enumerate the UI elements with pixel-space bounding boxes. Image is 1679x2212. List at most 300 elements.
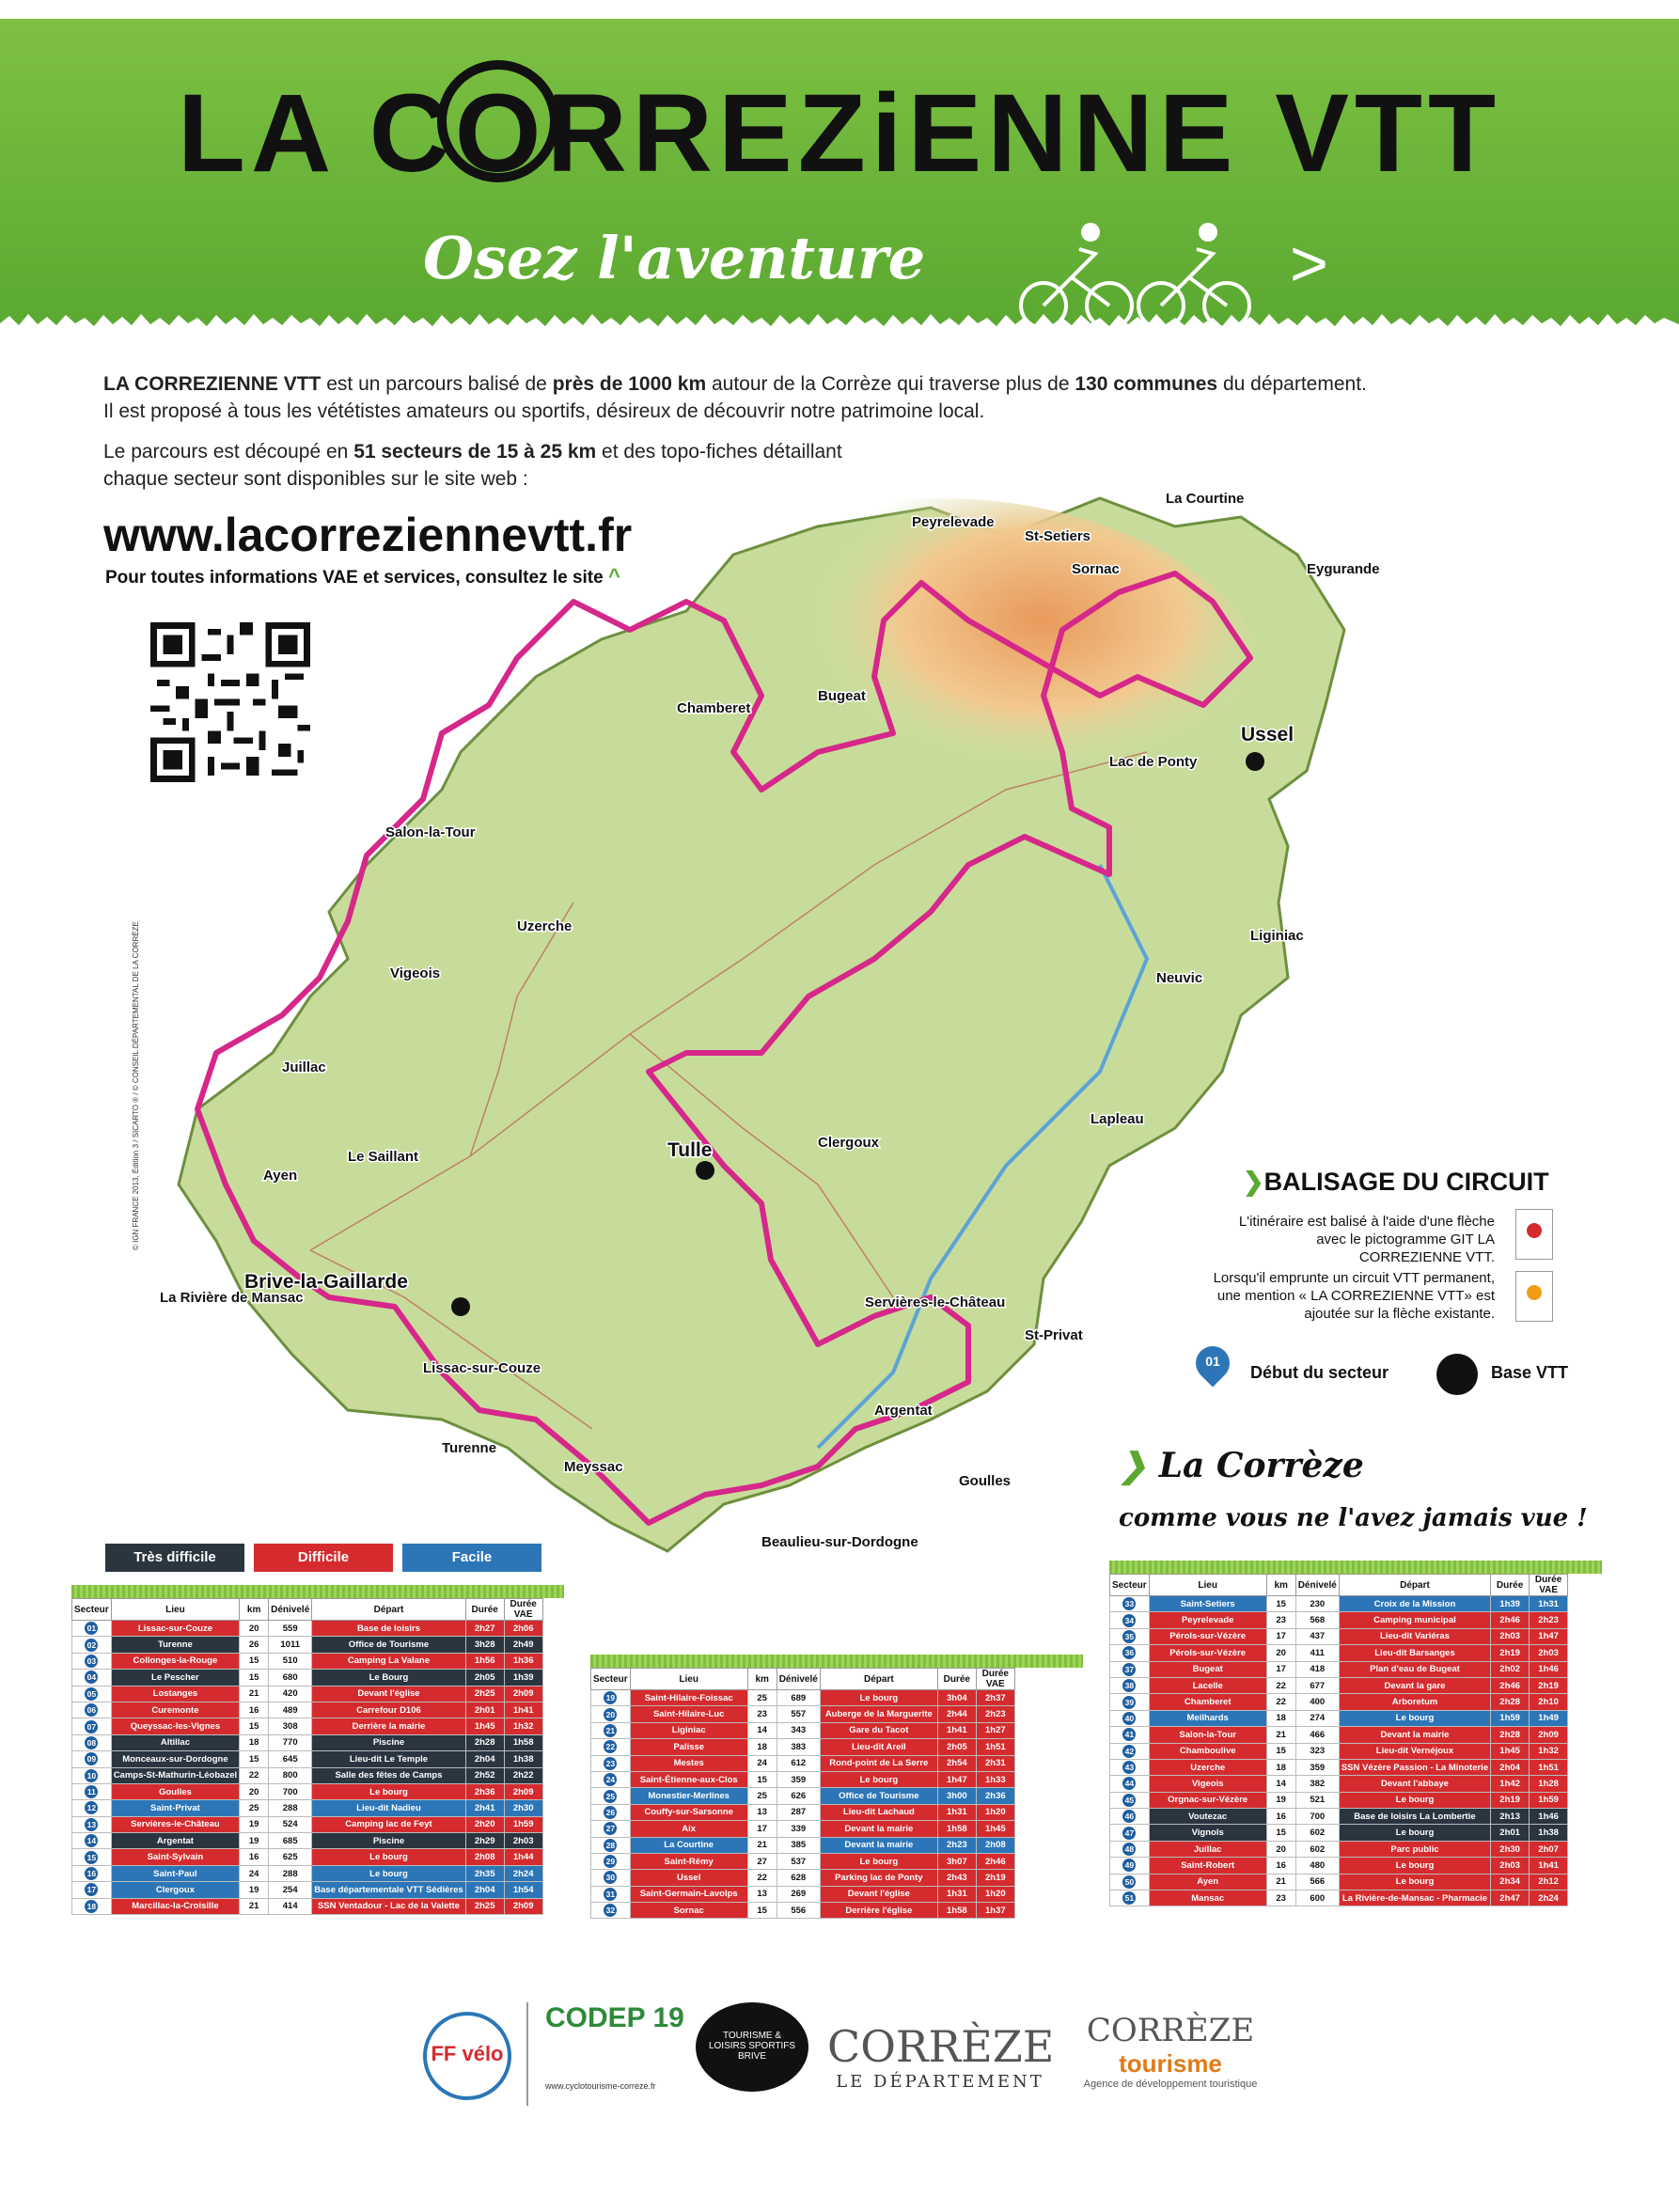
table-cell — [1110, 1661, 1150, 1677]
table-cell: 22 — [1266, 1694, 1295, 1710]
page-title: LA CORREZiENNE VTT — [177, 71, 1502, 196]
table-row[interactable] — [1110, 1841, 1568, 1857]
table-cell — [72, 1734, 112, 1750]
table-cell: 2h09 — [504, 1898, 542, 1914]
table-cell: 537 — [777, 1853, 820, 1869]
table-cell: Derrière l'église — [820, 1903, 937, 1919]
table-cell: 1h38 — [504, 1751, 542, 1767]
table-cell: La Courtine — [630, 1837, 747, 1853]
table-cell — [1110, 1710, 1150, 1726]
table-row[interactable] — [591, 1788, 1015, 1804]
table-row[interactable] — [1110, 1677, 1568, 1693]
tagline: Osez l'aventure — [423, 224, 926, 292]
table-cell: Le bourg — [1339, 1710, 1490, 1726]
table-cell: 22 — [240, 1767, 269, 1783]
table-cell: Lieu-dit Areil — [820, 1739, 937, 1755]
sector-table-3 — [1109, 1574, 1568, 1906]
table-row[interactable] — [1110, 1628, 1568, 1644]
sector-number: 17 — [85, 1883, 98, 1896]
table-header-km: km — [240, 1599, 269, 1621]
sector-number: 34 — [1122, 1614, 1136, 1627]
table-cell: 18 — [747, 1739, 777, 1755]
next-arrow: > — [1290, 227, 1328, 300]
table-row[interactable] — [72, 1833, 543, 1849]
table-cell: 437 — [1295, 1628, 1339, 1644]
table-cell: 1h47 — [1530, 1628, 1568, 1644]
table-cell — [72, 1718, 112, 1734]
sector-number: 42 — [1122, 1745, 1136, 1758]
table-cell: 600 — [1295, 1890, 1339, 1906]
table-cell: Lostanges — [111, 1686, 239, 1702]
table-row[interactable] — [1110, 1792, 1568, 1808]
table-cell: Peyrelevade — [1149, 1612, 1266, 1628]
difficulty-very-hard: Très difficile — [105, 1544, 244, 1572]
table-cell: Piscine — [312, 1734, 465, 1750]
table-cell: 3h00 — [937, 1788, 976, 1804]
sector-number: 09 — [85, 1752, 98, 1765]
table-row[interactable] — [72, 1783, 543, 1799]
sector-number: 16 — [85, 1867, 98, 1880]
table-cell: Ussel — [630, 1870, 747, 1886]
correze-map[interactable] — [160, 470, 1514, 1598]
table-cell: 2h30 — [504, 1800, 542, 1816]
correze-departement-logo: CORRÈZE LE DÉPARTEMENT — [827, 2021, 1055, 2092]
table-row[interactable] — [1110, 1858, 1568, 1874]
sector-table — [1109, 1574, 1568, 1906]
table-cell — [72, 1898, 112, 1914]
table-cell: 15 — [747, 1903, 777, 1919]
sector-number: 25 — [604, 1790, 617, 1803]
table-cell — [72, 1849, 112, 1865]
town-label: Brive-la-Gaillarde — [244, 1271, 408, 1293]
table-cell: Le bourg — [1339, 1825, 1490, 1841]
table-cell: Office de Tourisme — [820, 1788, 937, 1804]
table-cell: 625 — [269, 1849, 312, 1865]
table-cell: 400 — [1295, 1694, 1339, 1710]
table-row[interactable] — [1110, 1612, 1568, 1628]
table-cell: 1h38 — [1530, 1825, 1568, 1841]
table-cell: 1h56 — [465, 1653, 504, 1669]
table-cell: 1h51 — [976, 1739, 1014, 1755]
table-cell — [591, 1837, 631, 1853]
table-cell: Monceaux-sur-Dordogne — [111, 1751, 239, 1767]
table-cell: 1h41 — [937, 1722, 976, 1738]
table-cell: 14 — [747, 1722, 777, 1738]
table-row[interactable] — [591, 1853, 1015, 1869]
table-cell: 383 — [777, 1739, 820, 1755]
table-row[interactable] — [591, 1886, 1015, 1902]
table-cell: 521 — [1295, 1792, 1339, 1808]
table-row[interactable] — [591, 1804, 1015, 1820]
table-cell: Servières-le-Château — [111, 1816, 239, 1832]
town-label: Peyrelevade — [912, 514, 995, 530]
table-row[interactable] — [72, 1849, 543, 1865]
table-cell: 2h52 — [465, 1767, 504, 1783]
table-cell: 13 — [747, 1886, 777, 1902]
town-label: Le Saillant — [348, 1149, 419, 1165]
table-cell — [72, 1767, 112, 1783]
table-row[interactable] — [72, 1637, 543, 1653]
table-row[interactable] — [1110, 1825, 1568, 1841]
sector-number: 40 — [1122, 1712, 1136, 1725]
table-cell — [591, 1771, 631, 1787]
table-cell: Lieu-dit Le Temple — [312, 1751, 465, 1767]
table-cell — [72, 1653, 112, 1669]
table-cell: 2h27 — [465, 1621, 504, 1637]
table-cell: Aix — [630, 1821, 747, 1837]
grass-strip — [0, 310, 1679, 338]
town-label: La Rivière de Mansac — [160, 1290, 304, 1306]
sector-number: 22 — [604, 1740, 617, 1753]
table-row[interactable] — [1110, 1694, 1568, 1710]
table-cell: 1h58 — [937, 1903, 976, 1919]
table-cell: Base de loisirs La Lombertie — [1339, 1809, 1490, 1825]
town-label: Ussel — [1241, 724, 1295, 745]
table-cell: 2h07 — [1530, 1841, 1568, 1857]
table-row[interactable] — [1110, 1661, 1568, 1677]
table-cell: Le Pescher — [111, 1670, 239, 1686]
table-row[interactable] — [72, 1800, 543, 1816]
town-label: Ayen — [263, 1168, 298, 1184]
table-row[interactable] — [591, 1821, 1015, 1837]
table-cell: 2h19 — [976, 1870, 1014, 1886]
table-cell: Liginiac — [630, 1722, 747, 1738]
table-cell: 559 — [269, 1621, 312, 1637]
table-cell: 1h42 — [1491, 1776, 1530, 1792]
table-cell: 3h28 — [465, 1637, 504, 1653]
table-row[interactable] — [591, 1690, 1015, 1706]
table-cell: 2h09 — [504, 1783, 542, 1799]
table-cell — [591, 1903, 631, 1919]
table-row[interactable] — [72, 1816, 543, 1832]
debut-secteur-label: Début du secteur — [1250, 1363, 1389, 1382]
table-cell: 2h02 — [1491, 1661, 1530, 1677]
table-header-duree: Durée — [1491, 1575, 1530, 1596]
table-row[interactable] — [72, 1718, 543, 1734]
sector-number: 10 — [85, 1769, 98, 1782]
table-cell: 20 — [240, 1783, 269, 1799]
town-label: Vigeois — [390, 965, 441, 981]
table-cell: 27 — [747, 1853, 777, 1869]
table-cell: 15 — [240, 1653, 269, 1669]
town-label: Bugeat — [818, 688, 866, 704]
table-row[interactable] — [72, 1898, 543, 1914]
table-row[interactable] — [591, 1755, 1015, 1771]
table-cell: 685 — [269, 1833, 312, 1849]
table-row[interactable] — [72, 1653, 543, 1669]
table-header-vae: Durée VAE — [1530, 1575, 1568, 1596]
table-cell: Base départementale VTT Sédières — [312, 1882, 465, 1898]
table-cell: 770 — [269, 1734, 312, 1750]
table-cell: 602 — [1295, 1841, 1339, 1857]
base-vtt-label: Base VTT — [1491, 1363, 1569, 1382]
sector-number: 20 — [604, 1708, 617, 1721]
table-cell: 2h25 — [465, 1898, 504, 1914]
table-cell: 2h35 — [465, 1865, 504, 1881]
table-cell: 16 — [1266, 1809, 1295, 1825]
table-cell: 1h33 — [976, 1771, 1014, 1787]
town-label: Lac de Ponty — [1109, 754, 1198, 770]
table-cell: 359 — [777, 1771, 820, 1787]
town-label: Neuvic — [1156, 970, 1203, 986]
slogan-title: ❯ La Corrèze — [1119, 1446, 1364, 1485]
table-cell: 2h23 — [976, 1706, 1014, 1722]
table-header-den: Dénivelé — [1295, 1575, 1339, 1596]
table-cell: 2h12 — [1530, 1874, 1568, 1890]
table-row[interactable] — [1110, 1710, 1568, 1726]
table-cell: 2h29 — [465, 1833, 504, 1849]
sector-number: 05 — [85, 1687, 98, 1701]
table-cell: 2h28 — [1491, 1694, 1530, 1710]
table-cell: Lieu-dit Lachaud — [820, 1804, 937, 1820]
table-cell: 16 — [240, 1702, 269, 1718]
table-cell: 2h36 — [465, 1783, 504, 1799]
table-cell: 3h07 — [937, 1853, 976, 1869]
table-cell: 21 — [240, 1686, 269, 1702]
table-cell: 1h46 — [1530, 1809, 1568, 1825]
table-cell: Plan d'eau de Bugeat — [1339, 1661, 1490, 1677]
sector-number: 18 — [85, 1900, 98, 1913]
table-cell: 2h41 — [465, 1800, 504, 1816]
table-cell: 2h28 — [465, 1734, 504, 1750]
table-cell — [591, 1821, 631, 1837]
table-cell: SSN Vézère Passion - La Minoterie — [1339, 1759, 1490, 1775]
table-header-secteur: Secteur — [1110, 1575, 1150, 1596]
table-cell: 1h39 — [1491, 1596, 1530, 1612]
table-row[interactable] — [1110, 1645, 1568, 1661]
table-row[interactable] — [72, 1702, 543, 1718]
website-link[interactable]: www.lacorreziennevtt.fr — [103, 509, 633, 561]
table-cell: 254 — [269, 1882, 312, 1898]
table-row[interactable] — [1110, 1890, 1568, 1906]
website-subtext: Pour toutes informations VAE et services, consultez le site ^ — [105, 564, 620, 588]
table-cell: 2h09 — [1530, 1727, 1568, 1743]
table-row[interactable] — [72, 1621, 543, 1637]
table-cell: Devant la mairie — [1339, 1727, 1490, 1743]
table-header-depart: Départ — [312, 1599, 465, 1621]
table-cell: 2h23 — [1530, 1612, 1568, 1628]
intro-paragraph-1: LA CORREZIENNE VTT est un parcours balisé de près de 1000 km autour de la Corrèze qui traverse plus de 130 communes du département. Il est proposé à tous les vététistes amateurs ou sportifs, désireux de découvrir notre patrimoine local. — [103, 373, 1367, 422]
table-cell: 1h47 — [937, 1771, 976, 1787]
table-cell: 1h31 — [1530, 1596, 1568, 1612]
table-cell: 269 — [777, 1886, 820, 1902]
table-cell: 418 — [1295, 1661, 1339, 1677]
town-label: Juillac — [282, 1059, 326, 1075]
table-cell — [591, 1870, 631, 1886]
table-cell: 15 — [240, 1670, 269, 1686]
table-cell — [591, 1690, 631, 1706]
table-cell — [72, 1702, 112, 1718]
table-cell: Clergoux — [111, 1882, 239, 1898]
town-label: La Courtine — [1166, 491, 1245, 507]
table-cell: Arboretum — [1339, 1694, 1490, 1710]
pin-number: 01 — [1205, 1354, 1220, 1369]
town-label: Goulles — [959, 1473, 1012, 1489]
table-cell — [72, 1686, 112, 1702]
table-cell: 19 — [240, 1882, 269, 1898]
table-row[interactable] — [72, 1686, 543, 1702]
table-cell: Devant l'église — [312, 1686, 465, 1702]
table-cell: 1h31 — [937, 1804, 976, 1820]
logo-divider — [526, 2002, 528, 2106]
table-cell: Saint-Privat — [111, 1800, 239, 1816]
table-cell: Piscine — [312, 1833, 465, 1849]
table-cell: 382 — [1295, 1776, 1339, 1792]
table-cell: 2h06 — [504, 1621, 542, 1637]
table-cell: 2h46 — [1491, 1612, 1530, 1628]
table-cell — [1110, 1841, 1150, 1857]
table-row[interactable] — [591, 1706, 1015, 1722]
sector-number: 49 — [1122, 1859, 1136, 1872]
table-cell: 2h04 — [465, 1882, 504, 1898]
table-header-secteur: Secteur — [591, 1669, 631, 1690]
signpost-permanent-icon — [1515, 1271, 1553, 1322]
table-cell: 17 — [1266, 1628, 1295, 1644]
table-row[interactable] — [591, 1739, 1015, 1755]
table-cell: 18 — [240, 1734, 269, 1750]
table-cell: 288 — [269, 1800, 312, 1816]
town-label: Servières-le-Château — [865, 1294, 1006, 1310]
table-row[interactable] — [1110, 1809, 1568, 1825]
sector-number: 31 — [604, 1888, 617, 1901]
table-cell: 1h32 — [504, 1718, 542, 1734]
balisage-title: ❯BALISAGE DU CIRCUIT — [1243, 1168, 1549, 1196]
table-cell: 2h22 — [504, 1767, 542, 1783]
table-cell: 1h31 — [937, 1886, 976, 1902]
table-cell: 2h54 — [937, 1755, 976, 1771]
table-cell: Monestier-Merlines — [630, 1788, 747, 1804]
table-cell: Le bourg — [1339, 1858, 1490, 1874]
table-cell — [1110, 1776, 1150, 1792]
table-cell: Chamberet — [1149, 1694, 1266, 1710]
table-cell: Le Bourg — [312, 1670, 465, 1686]
table-cell: Collonges-la-Rouge — [111, 1653, 239, 1669]
sector-number: 33 — [1122, 1597, 1136, 1610]
table-cell: 420 — [269, 1686, 312, 1702]
table-row[interactable] — [591, 1722, 1015, 1738]
table-cell: 1h41 — [1530, 1858, 1568, 1874]
table-cell: 1h46 — [1530, 1661, 1568, 1677]
table-row[interactable] — [72, 1865, 543, 1881]
table-cell: Saint-Setiers — [1149, 1596, 1266, 1612]
difficulty-easy: Facile — [402, 1544, 541, 1572]
table-cell: 17 — [1266, 1661, 1295, 1677]
table-cell: 24 — [240, 1865, 269, 1881]
balisage-text-1: L'itinéraire est balisé à l'aide d'une flèche avec le pictogramme GIT LA CORREZIENNE VTT. — [1238, 1214, 1495, 1265]
table-row[interactable] — [72, 1767, 543, 1783]
sector-number: 36 — [1122, 1646, 1136, 1659]
table-cell: Chamboulive — [1149, 1743, 1266, 1759]
table-row[interactable] — [591, 1903, 1015, 1919]
table-cell: Saint-Robert — [1149, 1858, 1266, 1874]
table-cell: 2h04 — [1491, 1759, 1530, 1775]
table-cell — [72, 1800, 112, 1816]
table-cell: 1h49 — [1530, 1710, 1568, 1726]
table-row[interactable] — [72, 1882, 543, 1898]
table-row[interactable] — [1110, 1727, 1568, 1743]
sector-number: 44 — [1122, 1777, 1136, 1790]
town-label: Beaulieu-sur-Dordogne — [761, 1534, 918, 1550]
table-cell: Camping La Valane — [312, 1653, 465, 1669]
table-cell: Vignols — [1149, 1825, 1266, 1841]
sector-number: 38 — [1122, 1679, 1136, 1692]
table-cell — [72, 1751, 112, 1767]
table-cell: Lieu-dit Vernéjoux — [1339, 1743, 1490, 1759]
table-cell: 274 — [1295, 1710, 1339, 1726]
table-row[interactable] — [591, 1870, 1015, 1886]
table-cell: 1h58 — [504, 1734, 542, 1750]
table-cell: 2h43 — [937, 1870, 976, 1886]
table-cell: 1h37 — [976, 1903, 1014, 1919]
sector-number: 39 — [1122, 1696, 1136, 1709]
table-row[interactable] — [72, 1670, 543, 1686]
table-cell: 411 — [1295, 1645, 1339, 1661]
sector-number: 19 — [604, 1691, 617, 1704]
table-cell: 1h59 — [504, 1816, 542, 1832]
table-cell: 20 — [1266, 1645, 1295, 1661]
table-cell — [1110, 1809, 1150, 1825]
sector-number: 35 — [1122, 1630, 1136, 1643]
table-cell: 385 — [777, 1837, 820, 1853]
table-cell: 2h03 — [1530, 1645, 1568, 1661]
bike-wheel-icon — [437, 60, 559, 182]
sector-table — [590, 1668, 1015, 1919]
table-row[interactable] — [72, 1734, 543, 1750]
table-cell: Saint-Rémy — [630, 1853, 747, 1869]
table-cell: 15 — [1266, 1596, 1295, 1612]
table-cell: 21 — [747, 1837, 777, 1853]
table-cell: 23 — [1266, 1890, 1295, 1906]
table-cell — [1110, 1645, 1150, 1661]
table-cell: 15 — [1266, 1743, 1295, 1759]
table-cell: Altillac — [111, 1734, 239, 1750]
table-row[interactable] — [1110, 1874, 1568, 1890]
table-cell — [1110, 1727, 1150, 1743]
town-label: Argentat — [874, 1403, 933, 1419]
table-cell: 2h08 — [976, 1837, 1014, 1853]
ffvelo-logo: FF vélo — [423, 2012, 511, 2100]
table-cell: 21 — [1266, 1727, 1295, 1743]
table-row[interactable] — [72, 1751, 543, 1767]
table-cell: Uzerche — [1149, 1759, 1266, 1775]
table-row[interactable] — [1110, 1596, 1568, 1612]
table-cell: 524 — [269, 1816, 312, 1832]
table-cell: 466 — [1295, 1727, 1339, 1743]
sector-number: 32 — [604, 1904, 617, 1917]
table-cell: Devant la mairie — [820, 1837, 937, 1853]
table-row[interactable] — [1110, 1743, 1568, 1759]
table-row[interactable] — [591, 1837, 1015, 1853]
table-cell: 800 — [269, 1767, 312, 1783]
table-cell: Auberge de la Marguerite — [820, 1706, 937, 1722]
table-cell: 1h45 — [976, 1821, 1014, 1837]
table-cell: Le bourg — [820, 1771, 937, 1787]
town-label: Lissac-sur-Couze — [423, 1360, 541, 1376]
table-row[interactable] — [591, 1771, 1015, 1787]
town-label: St-Setiers — [1025, 528, 1091, 544]
table-cell: Devant la mairie — [820, 1821, 937, 1837]
table-header-vae: Durée VAE — [504, 1599, 542, 1621]
sector-number: 46 — [1122, 1810, 1136, 1823]
table-row[interactable] — [1110, 1776, 1568, 1792]
table-cell: 602 — [1295, 1825, 1339, 1841]
table-cell: 308 — [269, 1718, 312, 1734]
table-row[interactable] — [1110, 1759, 1568, 1775]
base-vtt-icon — [1436, 1354, 1478, 1395]
table-cell: 19 — [240, 1816, 269, 1832]
table-cell — [591, 1853, 631, 1869]
table-cell — [72, 1865, 112, 1881]
